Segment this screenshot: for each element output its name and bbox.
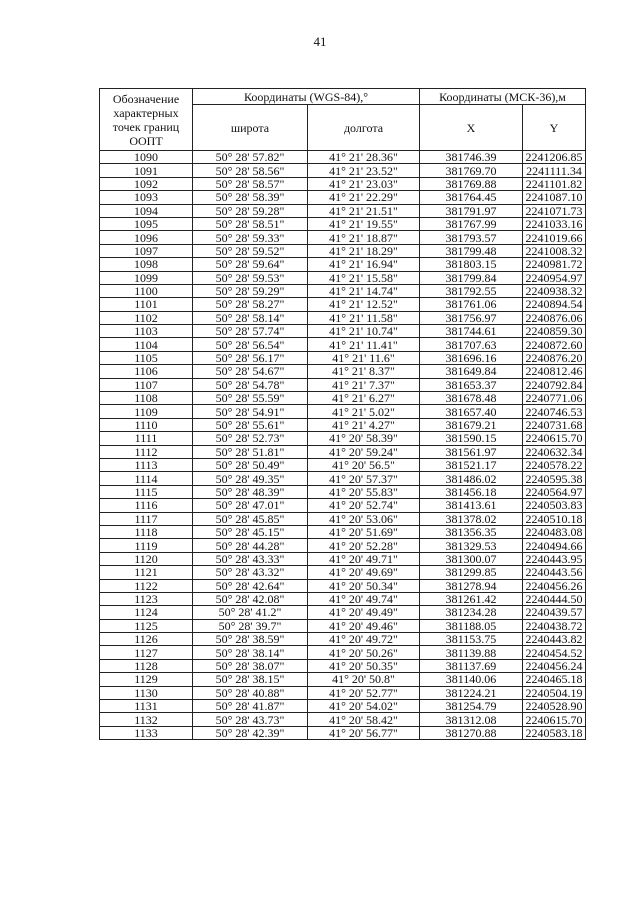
table-row	[100, 191, 586, 204]
longitude-cell: 41° 21' 18.87"	[308, 231, 420, 244]
x-cell: 381140.06	[420, 673, 523, 686]
latitude-cell: 50° 28' 39.7"	[193, 619, 308, 632]
longitude-cell: 41° 20' 56.77"	[308, 726, 420, 739]
header-latitude: широта	[193, 105, 308, 151]
x-cell: 381254.79	[420, 700, 523, 713]
x-cell: 381590.15	[420, 432, 523, 445]
x-cell: 381300.07	[420, 552, 523, 565]
point-id-cell: 1123	[100, 592, 193, 605]
latitude-cell: 50° 28' 55.61"	[193, 418, 308, 431]
y-cell: 2240731.68	[523, 418, 586, 431]
x-cell: 381378.02	[420, 512, 523, 525]
latitude-cell: 50° 28' 43.73"	[193, 713, 308, 726]
y-cell: 2241206.85	[523, 151, 586, 164]
x-cell: 381561.97	[420, 445, 523, 458]
table-row	[100, 177, 586, 190]
latitude-cell: 50° 28' 55.59"	[193, 392, 308, 405]
point-id-cell: 1098	[100, 258, 193, 271]
x-cell: 381678.48	[420, 392, 523, 405]
latitude-cell: 50° 28' 38.07"	[193, 659, 308, 672]
table-row	[100, 271, 586, 284]
table-row	[100, 231, 586, 244]
longitude-cell: 41° 21' 6.27"	[308, 392, 420, 405]
latitude-cell: 50° 28' 45.15"	[193, 525, 308, 538]
header-msk36-coordinates: Координаты (МСК-36),м	[420, 89, 586, 105]
x-cell: 381329.53	[420, 539, 523, 552]
longitude-cell: 41° 21' 11.58"	[308, 311, 420, 324]
table-row	[100, 700, 586, 713]
header-point-designation: Обозначение характерных точек границ ООПТ	[100, 89, 193, 151]
header-y: Y	[523, 105, 586, 151]
latitude-cell: 50° 28' 44.28"	[193, 539, 308, 552]
table-row	[100, 673, 586, 686]
y-cell: 2241111.34	[523, 164, 586, 177]
y-cell: 2240439.57	[523, 606, 586, 619]
latitude-cell: 50° 28' 56.17"	[193, 351, 308, 364]
point-id-cell: 1092	[100, 177, 193, 190]
y-cell: 2240872.60	[523, 338, 586, 351]
point-id-cell: 1133	[100, 726, 193, 739]
table-row	[100, 539, 586, 552]
point-id-cell: 1097	[100, 244, 193, 257]
point-id-cell: 1091	[100, 164, 193, 177]
y-cell: 2240564.97	[523, 485, 586, 498]
x-cell: 381653.37	[420, 378, 523, 391]
longitude-cell: 41° 21' 10.74"	[308, 325, 420, 338]
latitude-cell: 50° 28' 59.52"	[193, 244, 308, 257]
longitude-cell: 41° 20' 53.06"	[308, 512, 420, 525]
longitude-cell: 41° 21' 8.37"	[308, 365, 420, 378]
longitude-cell: 41° 21' 4.27"	[308, 418, 420, 431]
longitude-cell: 41° 20' 49.69"	[308, 566, 420, 579]
x-cell: 381356.35	[420, 525, 523, 538]
y-cell: 2240504.19	[523, 686, 586, 699]
longitude-cell: 41° 21' 15.58"	[308, 271, 420, 284]
latitude-cell: 50° 28' 54.78"	[193, 378, 308, 391]
x-cell: 381413.61	[420, 499, 523, 512]
point-id-cell: 1118	[100, 525, 193, 538]
x-cell: 381139.88	[420, 646, 523, 659]
longitude-cell: 41° 20' 49.71"	[308, 552, 420, 565]
table-row	[100, 633, 586, 646]
latitude-cell: 50° 28' 41.2"	[193, 606, 308, 619]
x-cell: 381153.75	[420, 633, 523, 646]
latitude-cell: 50° 28' 38.59"	[193, 633, 308, 646]
longitude-cell: 41° 21' 11.41"	[308, 338, 420, 351]
table-row	[100, 432, 586, 445]
latitude-cell: 50° 28' 48.39"	[193, 485, 308, 498]
table-row	[100, 351, 586, 364]
longitude-cell: 41° 21' 28.36"	[308, 151, 420, 164]
longitude-cell: 41° 21' 18.29"	[308, 244, 420, 257]
longitude-cell: 41° 20' 49.46"	[308, 619, 420, 632]
y-cell: 2241101.82	[523, 177, 586, 190]
latitude-cell: 50° 28' 47.01"	[193, 499, 308, 512]
latitude-cell: 50° 28' 54.67"	[193, 365, 308, 378]
point-id-cell: 1116	[100, 499, 193, 512]
y-cell: 2240443.95	[523, 552, 586, 565]
page-number: 41	[313, 34, 327, 49]
latitude-cell: 50° 28' 59.64"	[193, 258, 308, 271]
longitude-cell: 41° 20' 59.24"	[308, 445, 420, 458]
y-cell: 2240615.70	[523, 713, 586, 726]
y-cell: 2240595.38	[523, 472, 586, 485]
point-id-cell: 1096	[100, 231, 193, 244]
x-cell: 381799.48	[420, 244, 523, 257]
y-cell: 2240510.18	[523, 512, 586, 525]
x-cell: 381744.61	[420, 325, 523, 338]
x-cell: 381799.84	[420, 271, 523, 284]
point-id-cell: 1129	[100, 673, 193, 686]
x-cell: 381767.99	[420, 217, 523, 230]
longitude-cell: 41° 21' 11.6"	[308, 351, 420, 364]
latitude-cell: 50° 28' 58.56"	[193, 164, 308, 177]
longitude-cell: 41° 21' 23.03"	[308, 177, 420, 190]
latitude-cell: 50° 28' 54.91"	[193, 405, 308, 418]
x-cell: 381793.57	[420, 231, 523, 244]
y-cell: 2241019.66	[523, 231, 586, 244]
x-cell: 381769.70	[420, 164, 523, 177]
table-row	[100, 606, 586, 619]
point-id-cell: 1095	[100, 217, 193, 230]
latitude-cell: 50° 28' 58.51"	[193, 217, 308, 230]
y-cell: 2241071.73	[523, 204, 586, 217]
header-longitude: долгота	[308, 105, 420, 151]
y-cell: 2240812.46	[523, 365, 586, 378]
point-id-cell: 1121	[100, 566, 193, 579]
table-row	[100, 298, 586, 311]
point-id-cell: 1111	[100, 432, 193, 445]
x-cell: 381299.85	[420, 566, 523, 579]
point-id-cell: 1124	[100, 606, 193, 619]
table-row	[100, 512, 586, 525]
point-id-cell: 1131	[100, 700, 193, 713]
longitude-cell: 41° 21' 22.29"	[308, 191, 420, 204]
longitude-cell: 41° 20' 49.49"	[308, 606, 420, 619]
x-cell: 381278.94	[420, 579, 523, 592]
point-id-cell: 1112	[100, 445, 193, 458]
latitude-cell: 50° 28' 59.33"	[193, 231, 308, 244]
longitude-cell: 41° 21' 21.51"	[308, 204, 420, 217]
table-row	[100, 552, 586, 565]
x-cell: 381803.15	[420, 258, 523, 271]
latitude-cell: 50° 28' 50.49"	[193, 458, 308, 471]
table-row	[100, 445, 586, 458]
longitude-cell: 41° 20' 50.26"	[308, 646, 420, 659]
point-id-cell: 1110	[100, 418, 193, 431]
table-row	[100, 244, 586, 257]
longitude-cell: 41° 20' 49.72"	[308, 633, 420, 646]
y-cell: 2240494.66	[523, 539, 586, 552]
longitude-cell: 41° 21' 12.52"	[308, 298, 420, 311]
table-row	[100, 392, 586, 405]
point-id-cell: 1120	[100, 552, 193, 565]
longitude-cell: 41° 21' 16.94"	[308, 258, 420, 271]
latitude-cell: 50° 28' 58.14"	[193, 311, 308, 324]
y-cell: 2240456.24	[523, 659, 586, 672]
coordinates-table	[99, 88, 586, 740]
x-cell: 381756.97	[420, 311, 523, 324]
longitude-cell: 41° 20' 58.42"	[308, 713, 420, 726]
latitude-cell: 50° 28' 52.73"	[193, 432, 308, 445]
point-id-cell: 1122	[100, 579, 193, 592]
longitude-cell: 41° 20' 56.5"	[308, 458, 420, 471]
latitude-cell: 50° 28' 45.85"	[193, 512, 308, 525]
table-row	[100, 525, 586, 538]
longitude-cell: 41° 21' 19.55"	[308, 217, 420, 230]
x-cell: 381764.45	[420, 191, 523, 204]
table-row	[100, 365, 586, 378]
table-row	[100, 619, 586, 632]
x-cell: 381456.18	[420, 485, 523, 498]
point-id-cell: 1099	[100, 271, 193, 284]
x-cell: 381270.88	[420, 726, 523, 739]
y-cell: 2240632.34	[523, 445, 586, 458]
latitude-cell: 50° 28' 51.81"	[193, 445, 308, 458]
point-id-cell: 1107	[100, 378, 193, 391]
x-cell: 381657.40	[420, 405, 523, 418]
y-cell: 2240438.72	[523, 619, 586, 632]
x-cell: 381791.97	[420, 204, 523, 217]
latitude-cell: 50° 28' 42.64"	[193, 579, 308, 592]
table-row	[100, 566, 586, 579]
y-cell: 2240465.18	[523, 673, 586, 686]
point-id-cell: 1114	[100, 472, 193, 485]
table-row	[100, 418, 586, 431]
latitude-cell: 50° 28' 38.14"	[193, 646, 308, 659]
table-row	[100, 217, 586, 230]
point-id-cell: 1094	[100, 204, 193, 217]
point-id-cell: 1125	[100, 619, 193, 632]
table-row	[100, 726, 586, 739]
latitude-cell: 50° 28' 42.39"	[193, 726, 308, 739]
longitude-cell: 41° 20' 52.28"	[308, 539, 420, 552]
y-cell: 2240876.06	[523, 311, 586, 324]
y-cell: 2240615.70	[523, 432, 586, 445]
table-row	[100, 284, 586, 297]
x-cell: 381769.88	[420, 177, 523, 190]
table-row	[100, 713, 586, 726]
point-id-cell: 1109	[100, 405, 193, 418]
table-row	[100, 686, 586, 699]
point-id-cell: 1105	[100, 351, 193, 364]
point-id-cell: 1102	[100, 311, 193, 324]
header-x: X	[420, 105, 523, 151]
point-id-cell: 1108	[100, 392, 193, 405]
point-id-cell: 1090	[100, 151, 193, 164]
point-id-cell: 1101	[100, 298, 193, 311]
latitude-cell: 50° 28' 43.33"	[193, 552, 308, 565]
latitude-cell: 50° 28' 57.82"	[193, 151, 308, 164]
table-row	[100, 325, 586, 338]
point-id-cell: 1119	[100, 539, 193, 552]
table-row	[100, 499, 586, 512]
longitude-cell: 41° 21' 14.74"	[308, 284, 420, 297]
table-row	[100, 592, 586, 605]
x-cell: 381188.05	[420, 619, 523, 632]
y-cell: 2240443.82	[523, 633, 586, 646]
latitude-cell: 50° 28' 59.28"	[193, 204, 308, 217]
point-id-cell: 1103	[100, 325, 193, 338]
table-row	[100, 646, 586, 659]
y-cell: 2240859.30	[523, 325, 586, 338]
point-id-cell: 1132	[100, 713, 193, 726]
x-cell: 381224.21	[420, 686, 523, 699]
latitude-cell: 50° 28' 58.39"	[193, 191, 308, 204]
table-body	[100, 151, 586, 740]
y-cell: 2241008.32	[523, 244, 586, 257]
longitude-cell: 41° 20' 58.39"	[308, 432, 420, 445]
x-cell: 381312.08	[420, 713, 523, 726]
y-cell: 2241033.16	[523, 217, 586, 230]
x-cell: 381649.84	[420, 365, 523, 378]
x-cell: 381707.63	[420, 338, 523, 351]
longitude-cell: 41° 20' 52.74"	[308, 499, 420, 512]
longitude-cell: 41° 20' 52.77"	[308, 686, 420, 699]
x-cell: 381521.17	[420, 458, 523, 471]
header-wgs84-coordinates: Координаты (WGS-84),°	[193, 89, 420, 105]
table-row	[100, 378, 586, 391]
latitude-cell: 50° 28' 38.15"	[193, 673, 308, 686]
point-id-cell: 1130	[100, 686, 193, 699]
longitude-cell: 41° 20' 50.34"	[308, 579, 420, 592]
longitude-cell: 41° 20' 54.02"	[308, 700, 420, 713]
table-row	[100, 151, 586, 164]
x-cell: 381261.42	[420, 592, 523, 605]
y-cell: 2240528.90	[523, 700, 586, 713]
point-id-cell: 1115	[100, 485, 193, 498]
table-row	[100, 338, 586, 351]
y-cell: 2240444.50	[523, 592, 586, 605]
longitude-cell: 41° 20' 49.74"	[308, 592, 420, 605]
longitude-cell: 41° 20' 50.35"	[308, 659, 420, 672]
longitude-cell: 41° 20' 57.37"	[308, 472, 420, 485]
x-cell: 381234.28	[420, 606, 523, 619]
table-row	[100, 204, 586, 217]
point-id-cell: 1126	[100, 633, 193, 646]
y-cell: 2240443.56	[523, 566, 586, 579]
latitude-cell: 50° 28' 56.54"	[193, 338, 308, 351]
point-id-cell: 1093	[100, 191, 193, 204]
y-cell: 2240583.18	[523, 726, 586, 739]
latitude-cell: 50° 28' 40.88"	[193, 686, 308, 699]
point-id-cell: 1127	[100, 646, 193, 659]
y-cell: 2240578.22	[523, 458, 586, 471]
longitude-cell: 41° 20' 50.8"	[308, 673, 420, 686]
x-cell: 381486.02	[420, 472, 523, 485]
table-row	[100, 258, 586, 271]
point-id-cell: 1104	[100, 338, 193, 351]
table-row	[100, 311, 586, 324]
table-row	[100, 405, 586, 418]
y-cell: 2240454.52	[523, 646, 586, 659]
point-id-cell: 1117	[100, 512, 193, 525]
point-id-cell: 1106	[100, 365, 193, 378]
y-cell: 2240876.20	[523, 351, 586, 364]
latitude-cell: 50° 28' 43.32"	[193, 566, 308, 579]
latitude-cell: 50° 28' 59.53"	[193, 271, 308, 284]
y-cell: 2240771.06	[523, 392, 586, 405]
x-cell: 381761.06	[420, 298, 523, 311]
latitude-cell: 50° 28' 57.74"	[193, 325, 308, 338]
table-row	[100, 485, 586, 498]
x-cell: 381679.21	[420, 418, 523, 431]
y-cell: 2241087.10	[523, 191, 586, 204]
latitude-cell: 50° 28' 42.08"	[193, 592, 308, 605]
y-cell: 2240483.08	[523, 525, 586, 538]
table-row	[100, 164, 586, 177]
table-row	[100, 458, 586, 471]
x-cell: 381746.39	[420, 151, 523, 164]
x-cell: 381792.55	[420, 284, 523, 297]
longitude-cell: 41° 20' 51.69"	[308, 525, 420, 538]
longitude-cell: 41° 21' 5.02"	[308, 405, 420, 418]
table-row	[100, 472, 586, 485]
y-cell: 2240746.53	[523, 405, 586, 418]
y-cell: 2240456.26	[523, 579, 586, 592]
y-cell: 2240938.32	[523, 284, 586, 297]
y-cell: 2240503.83	[523, 499, 586, 512]
y-cell: 2240981.72	[523, 258, 586, 271]
table-row	[100, 659, 586, 672]
latitude-cell: 50° 28' 58.57"	[193, 177, 308, 190]
x-cell: 381137.69	[420, 659, 523, 672]
longitude-cell: 41° 20' 55.83"	[308, 485, 420, 498]
latitude-cell: 50° 28' 59.29"	[193, 284, 308, 297]
point-id-cell: 1100	[100, 284, 193, 297]
latitude-cell: 50° 28' 41.87"	[193, 700, 308, 713]
latitude-cell: 50° 28' 49.35"	[193, 472, 308, 485]
table-row	[100, 579, 586, 592]
y-cell: 2240894.54	[523, 298, 586, 311]
point-id-cell: 1113	[100, 458, 193, 471]
x-cell: 381696.16	[420, 351, 523, 364]
y-cell: 2240792.84	[523, 378, 586, 391]
point-id-cell: 1128	[100, 659, 193, 672]
y-cell: 2240954.97	[523, 271, 586, 284]
latitude-cell: 50° 28' 58.27"	[193, 298, 308, 311]
longitude-cell: 41° 21' 23.52"	[308, 164, 420, 177]
longitude-cell: 41° 21' 7.37"	[308, 378, 420, 391]
